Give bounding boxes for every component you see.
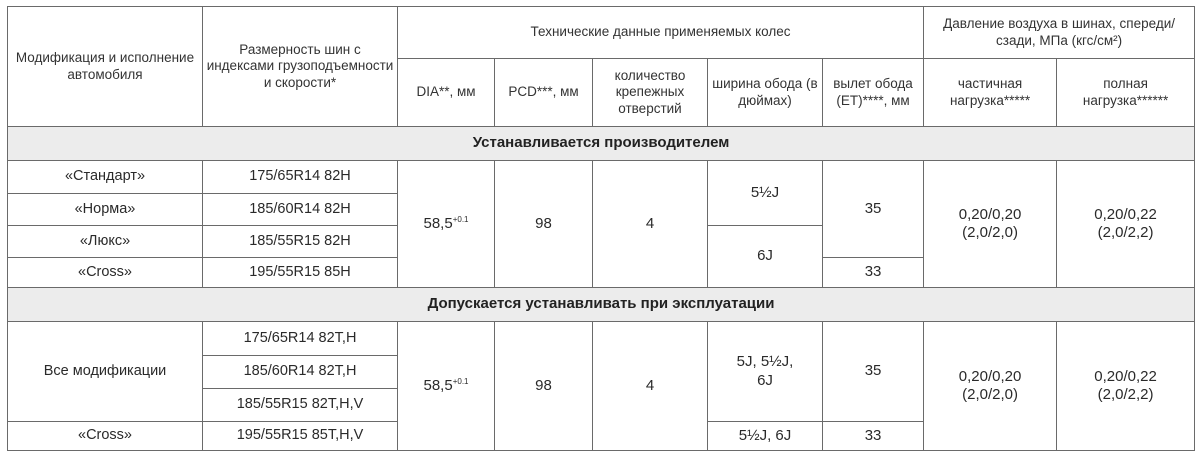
dia-value: 58,5 (423, 214, 453, 232)
tire-cell: 185/55R15 82T,H,V (203, 389, 398, 422)
table-row (8, 161, 1195, 194)
rim-width-cell: 5½J, 6J (708, 422, 823, 451)
rim-width-cell (708, 322, 823, 422)
dia-cell (398, 322, 495, 451)
modification-cell: «Люкс» (8, 226, 203, 258)
dia-cell (398, 161, 495, 288)
pcd-cell: 98 (495, 161, 593, 288)
tire-cell: 175/65R14 82T,H (203, 322, 398, 356)
tire-cell: 195/55R15 85T,H,V (203, 422, 398, 451)
tire-cell: 195/55R15 85H (203, 258, 398, 288)
modification-cell: «Норма» (8, 194, 203, 226)
section-service-title: Допускается устанавливать при эксплуатации (8, 288, 1195, 322)
partial-load-cell (924, 161, 1057, 288)
header-pcd: PCD***, мм (495, 59, 593, 127)
section-factory-row (8, 127, 1195, 161)
header-partial-load: частичная нагрузка***** (924, 59, 1057, 127)
tire-spec-table (7, 6, 1195, 451)
tire-spec-table-wrapper (7, 6, 1195, 451)
modification-cell: «Cross» (8, 258, 203, 288)
partial-load-mpa: 0,20/0,20 (958, 367, 1022, 385)
modification-cell: Все модификации (8, 322, 203, 422)
header-offset: вылет обода (ET)****, мм (823, 59, 924, 127)
holes-cell: 4 (593, 322, 708, 451)
partial-load-kgf: (2,0/2,0) (962, 386, 1018, 403)
tire-cell: 185/60R14 82T,H (203, 356, 398, 389)
tire-cell: 185/55R15 82H (203, 226, 398, 258)
full-load-cell (1057, 161, 1195, 288)
modification-cell: «Стандарт» (8, 161, 203, 194)
partial-load-mpa: 0,20/0,20 (958, 205, 1022, 223)
section-factory-title: Устанавливается производителем (8, 127, 1195, 161)
rim-width-line-2: 6J (757, 371, 773, 389)
full-load-cell (1057, 322, 1195, 451)
header-wheel-data: Технические данные применяемых колес (398, 7, 924, 59)
rim-width-cell: 6J (708, 226, 823, 288)
dia-tolerance: +0.1 (452, 214, 469, 224)
dia-tolerance: +0.1 (452, 376, 469, 386)
offset-cell: 35 (823, 161, 924, 258)
pcd-cell: 98 (495, 322, 593, 451)
header-rim-width: ширина обода (в дюймах) (708, 59, 823, 127)
offset-cell: 33 (823, 258, 924, 288)
table-row (8, 322, 1195, 356)
header-holes: количество крепежных отверстий (593, 59, 708, 127)
header-dia: DIA**, мм (398, 59, 495, 127)
header-modification: Модификация и исполнение автомобиля (8, 7, 203, 127)
header-tire-size: Размерность шин с индексами грузоподъемности и скорости* (203, 7, 398, 127)
tire-cell: 185/60R14 82H (203, 194, 398, 226)
full-load-mpa: 0,20/0,22 (1094, 205, 1157, 223)
header-full-load: полная нагрузка****** (1057, 59, 1195, 127)
full-load-kgf: (2,0/2,2) (1097, 386, 1154, 403)
rim-width-line-1: 5J, 5½J, (736, 353, 794, 371)
partial-load-kgf: (2,0/2,0) (962, 224, 1018, 241)
header-pressure: Давление воздуха в шинах, спереди/сзади, МПа (кгс/см²) (924, 7, 1195, 59)
full-load-kgf: (2,0/2,2) (1097, 224, 1154, 241)
rim-width-cell: 5½J (708, 161, 823, 226)
offset-cell: 33 (823, 422, 924, 451)
full-load-mpa: 0,20/0,22 (1094, 367, 1157, 385)
offset-cell: 35 (823, 322, 924, 422)
dia-value: 58,5 (423, 376, 453, 394)
section-service-row (8, 288, 1195, 322)
partial-load-cell (924, 322, 1057, 451)
tire-cell: 175/65R14 82H (203, 161, 398, 194)
modification-cell: «Cross» (8, 422, 203, 451)
holes-cell: 4 (593, 161, 708, 288)
header-row-1 (8, 7, 1195, 59)
